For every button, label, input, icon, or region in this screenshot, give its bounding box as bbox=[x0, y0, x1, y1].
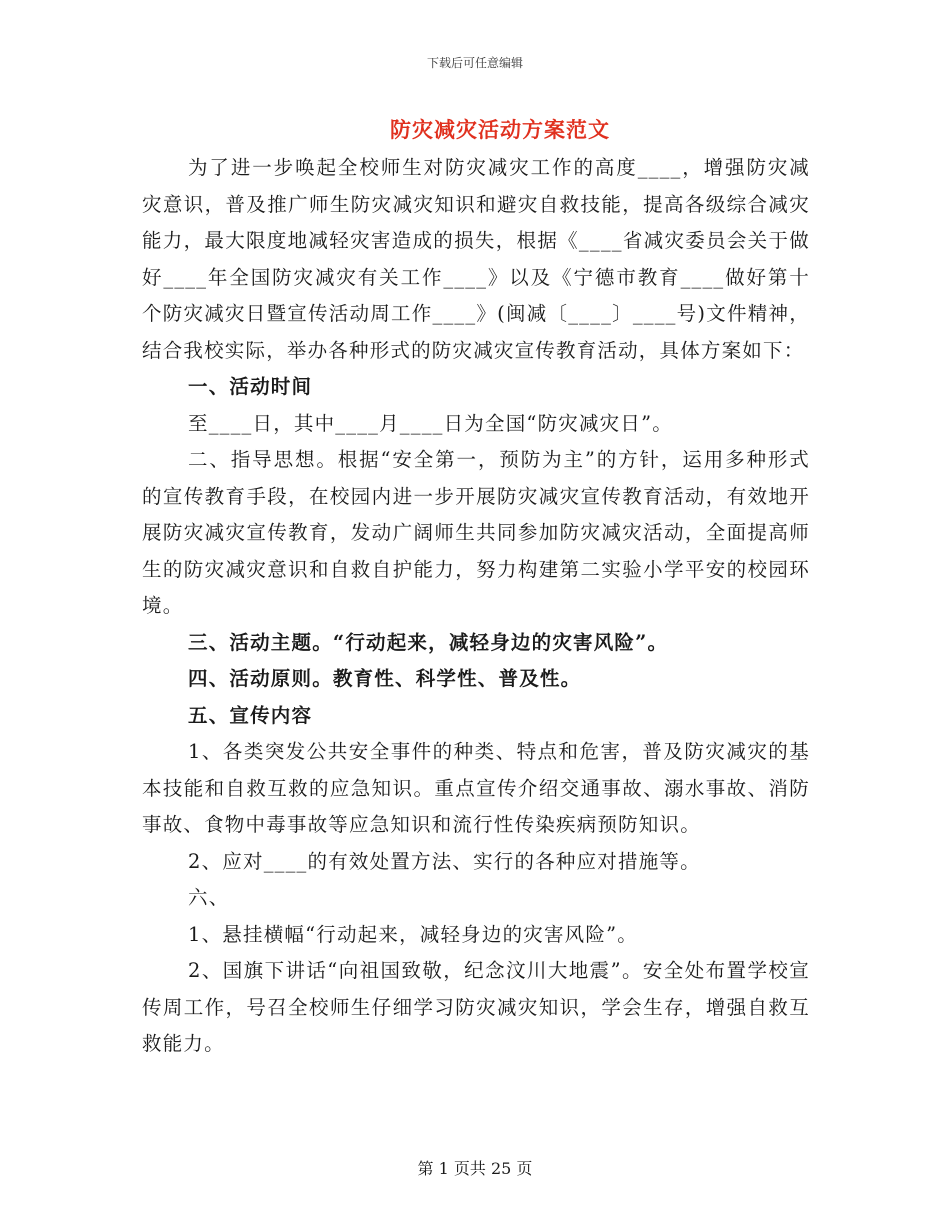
section-heading-six: 六、 bbox=[188, 886, 230, 909]
section-heading-theme: 三、活动主题。“行动起来，减轻身边的灾害风险”。 bbox=[188, 630, 669, 654]
activity-time-paragraph: 至____日，其中____月____日为全国“防灾减灾日”。 bbox=[188, 411, 673, 435]
header-note: 下载后可任意编辑 bbox=[426, 56, 523, 70]
document-body bbox=[142, 150, 810, 1063]
guiding-thought-paragraph: 二、指导思想。根据“安全第一，预防为主”的方针，运用多种形式的宣传教育手段，在校园内进一步开展防灾减灾宣传教育活动，有效地开展防灾减灾宣传教育，发动广阔师生共同参加防灾减灾活动，全面提高师生的防灾减灾意识和自救自护能力，努力构建第二实验小学平安的校园环境。 bbox=[142, 448, 810, 617]
section-heading-principles: 四、活动原则。教育性、科学性、普及性。 bbox=[188, 667, 582, 690]
page-number-footer: 第 1 页共 25 页 bbox=[417, 1159, 533, 1178]
content-item-1: 1、各类突发公共安全事件的种类、特点和危害，普及防灾减灾的基本技能和自救互救的应急知识。重点宣传介绍交通事故、溺水事故、消防事故、食物中毒事故等应急知识和流行性传染疾病预防知识。 bbox=[142, 740, 810, 836]
activity-item-1: 1、悬挂横幅“行动起来，减轻身边的灾害风险”。 bbox=[188, 922, 638, 946]
intro-paragraph: 为了进一步唤起全校师生对防灾减灾工作的高度____，增强防灾减灾意识，普及推广师生防灾减灾知识和避灾自救技能，提高各级综合减灾能力，最大限度地减轻灾害造成的损失，根据《____省减灾委员会关于做好____年全国防灾减灾有关工作____》以及《宁德市教育____做好第十个防灾减灾日暨宣传活动周工作____》(闽减〔____〕____号)文件精神，结合我校实际，举办各种形式的防灾减灾宣传教育活动，具体方案如下： bbox=[142, 156, 810, 362]
activity-item-2: 2、国旗下讲话“向祖国致敬，纪念汶川大地震”。安全处布置学校宣传周工作，号召全校师生仔细学习防灾减灾知识，学会生存，增强自救互救能力。 bbox=[142, 959, 810, 1055]
section-heading-activity-time: 一、活动时间 bbox=[188, 375, 313, 398]
document-title: 防灾减灾活动方案范文 bbox=[390, 117, 610, 142]
content-item-2: 2、应对____的有效处置方法、实行的各种应对措施等。 bbox=[188, 849, 701, 873]
section-heading-publicity-content: 五、宣传内容 bbox=[188, 703, 313, 727]
